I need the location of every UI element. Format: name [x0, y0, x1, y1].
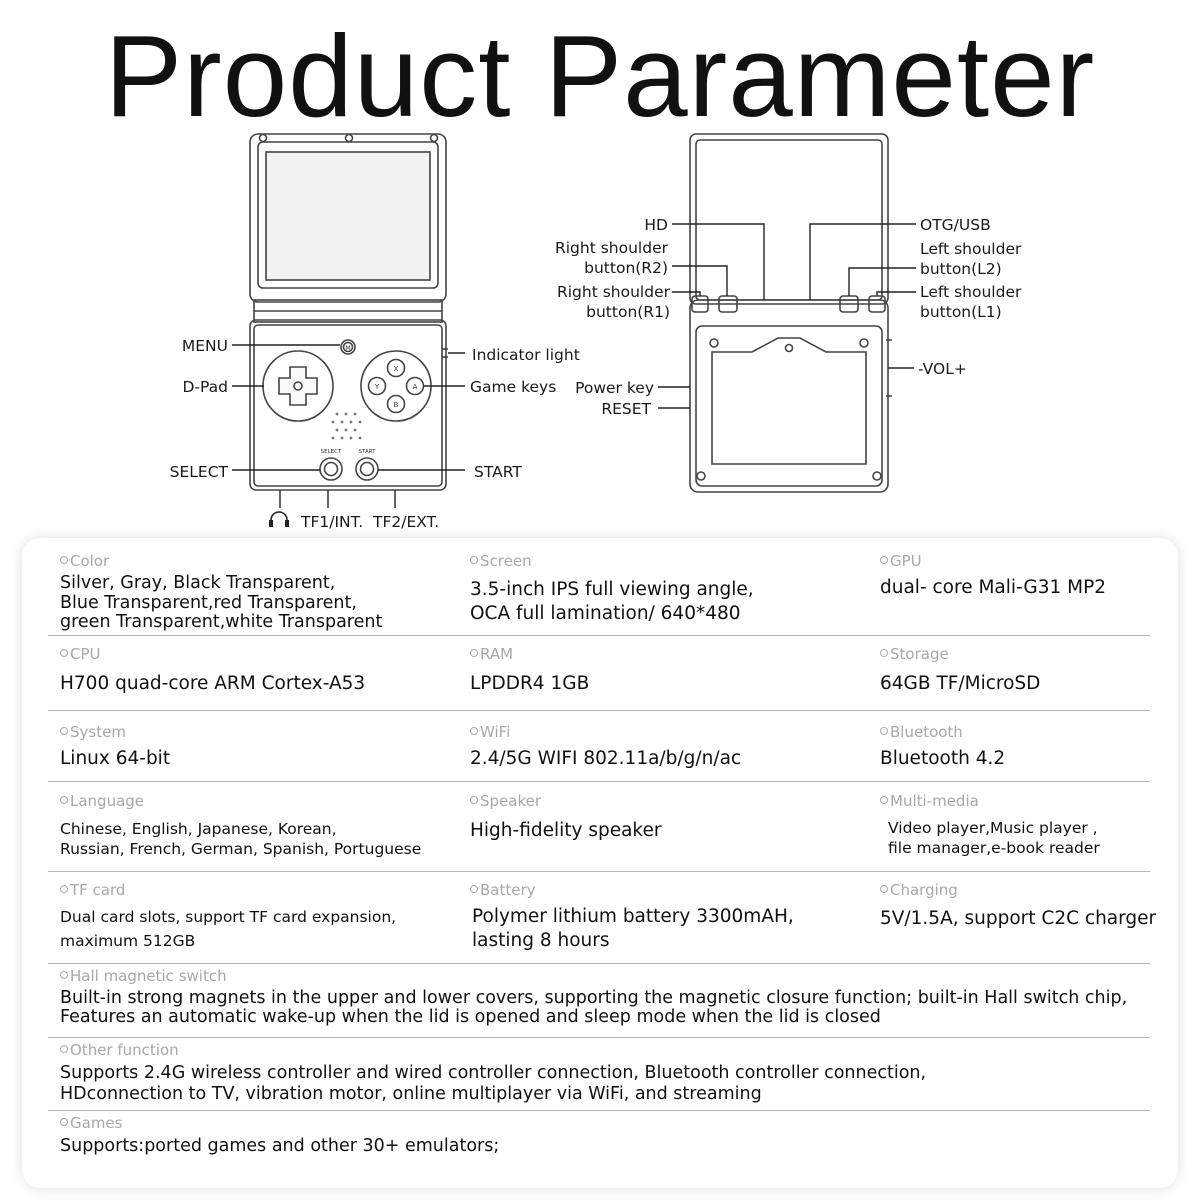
tf2-label: TF2/EXT.	[373, 513, 440, 531]
start-button	[356, 458, 378, 480]
row-divider	[48, 781, 1150, 782]
back-lid	[690, 134, 888, 304]
spec-hall	[60, 967, 1170, 1027]
spec-language	[60, 792, 460, 859]
reset-label: RESET	[601, 400, 651, 418]
spec-label: Battery	[470, 881, 870, 899]
spec-bluetooth	[880, 723, 1170, 769]
spec-label: TF card	[60, 881, 460, 899]
start-label: START	[474, 463, 522, 481]
l2-label: Left shoulder button(L2)	[920, 240, 1022, 278]
spec-battery	[470, 881, 870, 953]
spec-value: Bluetooth 4.2	[880, 748, 1006, 769]
spec-label: Color	[60, 552, 460, 570]
spec-label: RAM	[470, 645, 870, 663]
spec-value: 2.4/5G WIFI 802.11a/b/g/n/ac	[470, 748, 742, 769]
power-label: Power key	[575, 379, 654, 397]
otg-label: OTG/USB	[920, 216, 991, 234]
indicator-label: Indicator light	[472, 346, 580, 364]
spec-label: System	[60, 723, 460, 741]
screw-icon	[697, 472, 705, 480]
dpad-label: D-Pad	[182, 378, 228, 396]
spec-label: Speaker	[470, 792, 870, 810]
a-label: A	[412, 383, 418, 391]
vol-label: -VOL+	[918, 360, 967, 378]
select-label: SELECT	[169, 463, 228, 481]
spec-value: H700 quad-core ARM Cortex-A53	[60, 673, 366, 694]
select-small-label: SELECT	[320, 449, 342, 455]
select-button	[320, 458, 342, 480]
spec-label: Charging	[880, 881, 1170, 899]
screw-icon	[346, 135, 353, 142]
row-divider	[48, 710, 1150, 711]
front-screen	[266, 152, 430, 280]
spec-storage	[880, 645, 1170, 694]
r1-label: Right shoulder button(R1)	[556, 283, 670, 321]
spec-value: Supports 2.4G wireless controller and wired controller connection, Bluetooth controller connection, HDconnection to TV, vibration motor, online multiplayer via WiFi, and streaming	[60, 1063, 927, 1104]
screw-icon	[860, 339, 868, 347]
spec-label: Hall magnetic switch	[60, 967, 1170, 985]
spec-speaker	[470, 792, 870, 841]
spec-value: LPDDR4 1GB	[470, 673, 590, 694]
spec-label: Screen	[470, 552, 870, 570]
spec-value: Dual card slots, support TF card expansion, maximum 512GB	[60, 908, 397, 950]
row-divider	[48, 635, 1150, 636]
spec-label: Games	[60, 1114, 1170, 1132]
game-keys-area	[361, 351, 431, 421]
spec-label: GPU	[880, 552, 1170, 570]
spec-value: Chinese, English, Japanese, Korean, Russian, French, German, Spanish, Portuguese	[60, 820, 422, 858]
spec-label: CPU	[60, 645, 460, 663]
spec-label: Multi-media	[880, 792, 1170, 810]
row-divider	[48, 1110, 1150, 1111]
spec-label: WiFi	[470, 723, 870, 741]
spec-charging	[880, 881, 1170, 929]
spec-label: Bluetooth	[880, 723, 1170, 741]
spec-value: 64GB TF/MicroSD	[880, 673, 1041, 694]
spec-cpu	[60, 645, 460, 694]
spec-gpu	[880, 552, 1170, 598]
spec-value: Supports:ported games and other 30+ emulators;	[60, 1136, 500, 1156]
battery-cover	[712, 338, 866, 464]
row-divider	[48, 1037, 1150, 1038]
spec-label: Language	[60, 792, 460, 810]
menu-label: MENU	[181, 337, 228, 355]
screw-icon	[260, 135, 267, 142]
hd-label: HD	[644, 216, 668, 234]
row-divider	[48, 871, 1150, 872]
start-small-label: START	[358, 449, 376, 455]
tf1-label: TF1/INT.	[301, 513, 364, 531]
spec-value: High-fidelity speaker	[470, 820, 662, 841]
b-label: B	[393, 401, 399, 409]
spec-value: 5V/1.5A, support C2C charger	[880, 908, 1157, 929]
screw-icon	[431, 135, 438, 142]
r2-label: Right shoulder button(R2)	[554, 239, 668, 277]
spec-games	[60, 1114, 1170, 1156]
spec-multimedia	[880, 792, 1170, 858]
page-title: Product Parameter	[104, 11, 1096, 141]
spec-label: Other function	[60, 1041, 1170, 1059]
spec-value: Built-in strong magnets in the upper and lower covers, supporting the magnetic closure function; built-in Hall switch chip, Features an automatic wake-up when the lid is opened and sleep mode when the lid is closed	[60, 988, 1128, 1027]
spec-value: Polymer lithium battery 3300mAH, lasting 8 hours	[472, 906, 794, 951]
screw-icon	[710, 339, 718, 347]
game-keys-label: Game keys	[470, 378, 557, 396]
spec-other	[60, 1041, 1170, 1105]
spec-value: 3.5-inch IPS full viewing angle, OCA full lamination/ 640*480	[470, 579, 754, 624]
headphone-icon	[271, 512, 287, 526]
spec-ram	[470, 645, 870, 694]
menu-letter: M	[345, 345, 351, 352]
screw-icon	[873, 472, 881, 480]
spec-tfcard	[60, 881, 460, 953]
spec-wifi	[470, 723, 870, 769]
speaker-grille	[332, 413, 362, 440]
dpad-icon	[279, 367, 317, 405]
spec-value: Silver, Gray, Black Transparent, Blue Transparent,red Transparent, green Transparent,white Transparent	[60, 573, 383, 632]
spec-label: Storage	[880, 645, 1170, 663]
spec-screen	[470, 552, 870, 626]
y-label: Y	[374, 383, 380, 391]
spec-color	[60, 552, 460, 633]
x-label: X	[393, 365, 399, 373]
spec-value: Linux 64-bit	[60, 748, 171, 769]
spec-system	[60, 723, 460, 769]
row-divider	[48, 963, 1150, 964]
spec-value: Video player,Music player , file manager,e-book reader	[888, 819, 1100, 857]
l1-label: Left shoulder button(L1)	[920, 283, 1022, 321]
spec-value: dual- core Mali-G31 MP2	[880, 577, 1107, 598]
